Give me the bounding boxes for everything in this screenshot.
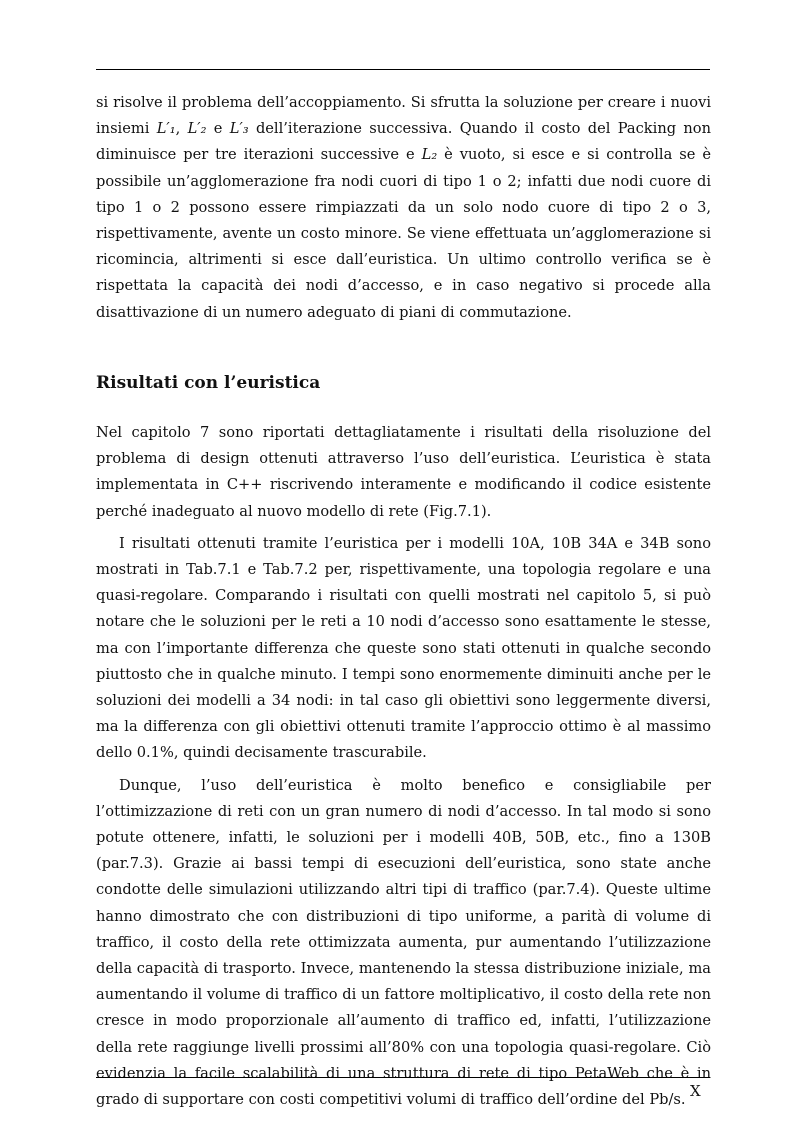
continued-paragraph	[96, 90, 711, 326]
math-var-L2-prime: L′₂	[187, 120, 207, 138]
paragraph-text: ,	[175, 120, 188, 138]
section-paragraph-3: Dunque, l’uso dell’euristica è molto benefico e consigliabile per l’ottimizzazione di reti con un gran numero di nodi d’accesso. In tal modo si sono potute ottenere, infatti, le soluzioni per i modelli 40B, 50B, etc., fino a 130B (par.7.3). Grazie ai bassi tempi di esecuzioni dell’euristica, sono state anche condotte delle simulazioni utilizzando altri tipi di traffico (par.7.4). Queste ultime hanno dimostrato che con distribuzioni di tipo uniforme, a parità di volume di traffico, il costo della rete ottimizzata aumenta, pur aumentando l’utilizzazione della capacità di trasporto. Invece, mantenendo la stessa distribuzione iniziale, ma aumentando il volume di traffico di un fattore moltiplicativo, il costo della rete non cresce in modo proporzionale all’aumento di traffico ed, infatti, l’utilizzazione della rete raggiunge livelli prossimi all’80% con una topologia quasi-regolare. Ciò evidenzia la facile scalabilità di una struttura di rete di tipo PetaWeb che è in grado di supportare con costi competitivi volumi di traffico dell’ordine del Pb/s.	[96, 776, 711, 1109]
page-number: X	[690, 1082, 701, 1100]
section-body	[96, 420, 711, 1113]
paragraph-text: dell’iterazione successiva. Quando il costo del Packing non diminuisce per tre iterazioni successive e	[96, 120, 711, 164]
section-paragraph-2: I risultati ottenuti tramite l’euristica per i modelli 10A, 10B 34A e 34B sono mostrati in Tab.7.1 e Tab.7.2 per, rispettivamente, una topologia regolare e una quasi-regolare. Comparando i risultati con quelli mostrati nel capitolo 5, si può notare che le soluzioni per le reti a 10 nodi d’accesso sono esattamente le stesse, ma con l’importante differenza che queste sono stati ottenuti in qualche secondo piuttosto che in qualche minuto. I tempi sono enormemente diminuiti anche per le soluzioni dei modelli a 34 nodi: in tal caso gli obiettivi sono leggermente diversi, ma la differenza con gli obiettivi ottenuti tramite l’approccio ottimo è al massimo dello 0.1%, quindi decisamente trascurabile.	[96, 534, 711, 762]
math-var-L2: L₂	[421, 146, 438, 164]
section-heading: Risultati con l’euristica	[96, 373, 321, 393]
paragraph-text: e	[206, 120, 230, 138]
paragraph-text: si risolve il problema dell’accoppiamento. Si sfrutta la soluzione per creare i nuovi insiemi	[96, 94, 711, 138]
footer-rule	[96, 1077, 710, 1078]
math-var-L3-prime: L′₃	[229, 120, 249, 138]
continued-paragraph-block	[96, 90, 711, 326]
section-paragraph-1: Nel capitolo 7 sono riportati dettagliatamente i risultati della risoluzione del problema di design ottenuti attraverso l’uso dell’euristica. L’euristica è stata implementata in C++ riscrivendo interamente e modificando il codice esistente perché inadeguato al nuovo modello di rete (Fig.7.1).	[96, 424, 711, 520]
header-rule	[96, 69, 710, 70]
math-var-L1-prime: L′₁	[156, 120, 176, 138]
paragraph-text: è vuoto, si esce e si controlla se è possibile un’agglomerazione fra nodi cuori di tipo 1 o 2; infatti due nodi cuore di tipo 1 o 2 possono essere rimpiazzati da un solo nodo cuore di tipo 2 o 3, rispettivamente, avente un costo minore. Se viene effettuata un’agglomerazione si ricomincia, altrimenti si esce dall’euristica. Un ultimo controllo verifica se è rispettata la capacità dei nodi d’accesso, e in caso negativo si procede alla disattivazione di un numero adeguato di piani di commutazione.	[96, 146, 711, 321]
